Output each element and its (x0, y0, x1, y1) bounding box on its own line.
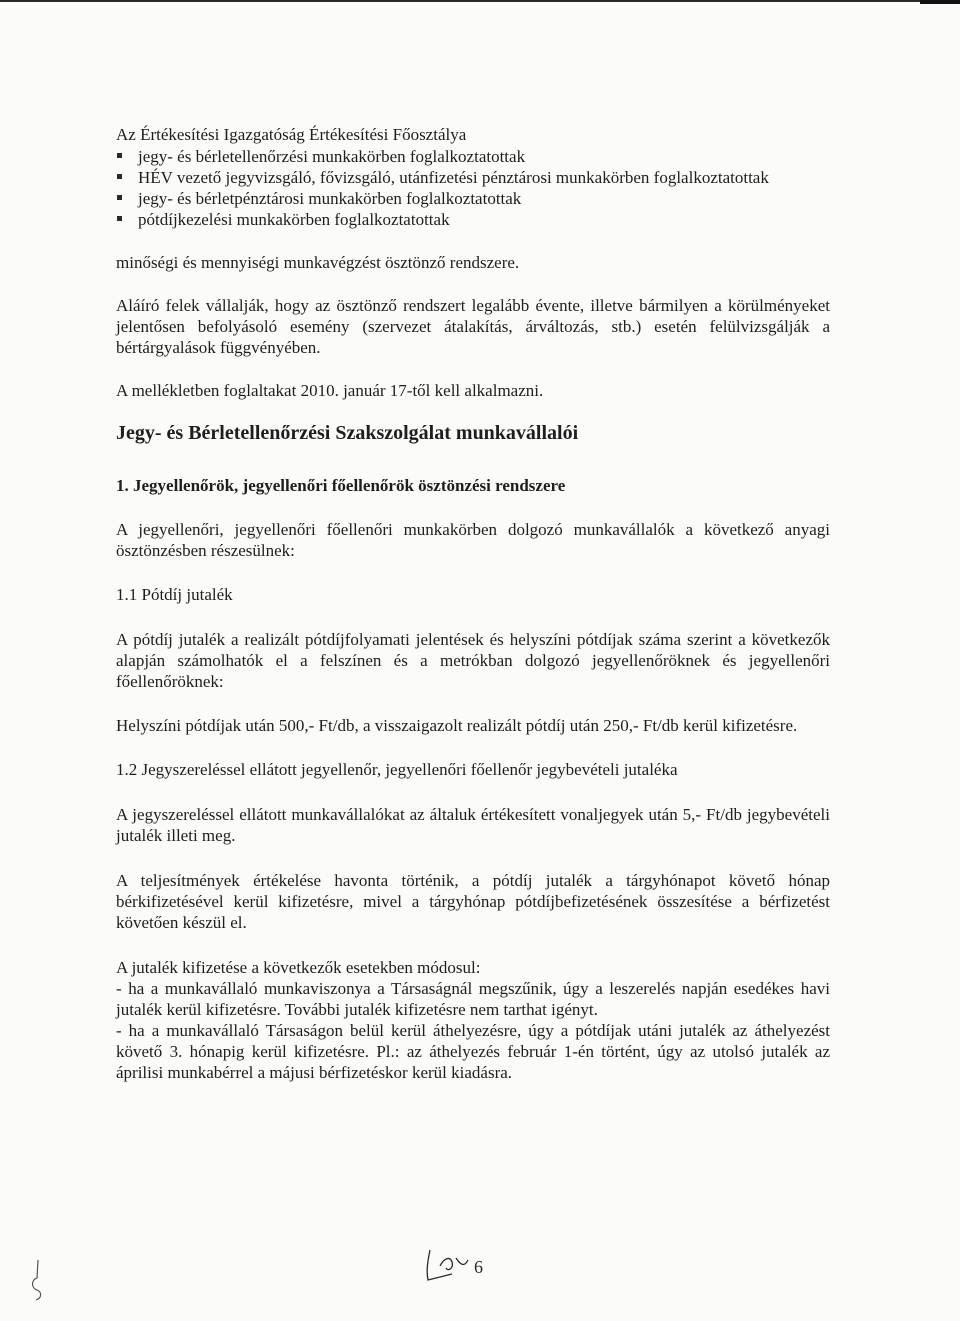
section-1-heading: 1. Jegyellenőrök, jegyellenőri főellenőrök ösztönzési rendszere (116, 476, 566, 495)
section-1-paragraph: A jegyellenőri, jegyellenőri főellenőri munkakörben dolgozó munkavállalók a következő anyagi ösztönzésben részesülnek: (116, 520, 830, 560)
section-1-1-paragraph-b: Helyszíni pótdíjak után 500,- Ft/db, a visszaigazolt realizált pótdíj után 250,- Ft/db kerül kifizetésre. (116, 716, 798, 735)
annex-paragraph: A mellékletben foglaltakat 2010. január 17-től kell alkalmazni. (116, 381, 544, 400)
list-item: pótdíjkezelési munkakörben foglalkoztatottak (116, 209, 830, 230)
bullet-square-icon (117, 153, 122, 158)
section-1-1-paragraph-a: A pótdíj jutalék a realizált pótdíjfolyamati jelentések és helyszíni pótdíjak száma szerint a következők alapján számolhatók el a felszínen és a metrókban dolgozó jegyellenőröknek és jegyellenőri főellenőröknek: (116, 630, 830, 691)
section-1-2-paragraph-a: A jegyszereléssel ellátott munkavállalókat az általuk értékesített vonaljegyek után 5,- Ft/db jegybevételi jutalék illeti meg. (116, 805, 830, 845)
section-1-2-heading: 1.2 Jegyszereléssel ellátott jegyellenőr, jegyellenőri főellenőr jegybevételi jutaléka (116, 760, 678, 779)
modification-item-2: - ha a munkavállaló Társaságon belül kerül áthelyezésre, úgy a pótdíjak utáni jutalék az áthelyezést követő 3. hónapig kerül kifizetésre. Pl.: az áthelyezés február 1-én történt, úgy az utolsó jutalék az áprilisi munkabérrel a májusi bérfizetéskor kerül kiadásra. (116, 1021, 830, 1082)
bullet-square-icon (117, 195, 122, 200)
section-1-2-paragraph-b: A teljesítmények értékelése havonta történik, a pótdíj jutalék a tárgyhónapot követő hónap bérkifizetésével kerül kifizetésre, mivel a tárgyhónap pótdíjbefizetésének összesítése a bérfizetést követően készül el. (116, 871, 830, 932)
modification-item-1: - ha a munkavállaló munkaviszonya a Társaságnál megszűnik, úgy a leszerelés napján esedékes havi jutalék kerül kifizetésre. További jutalék kifizetésre nem tarthat igényt. (116, 979, 830, 1019)
bullet-square-icon (117, 216, 122, 221)
list-item: jegy- és bérletellenőrzési munkakörben foglalkoztatottak (116, 146, 830, 167)
page-number: 6 (474, 1257, 483, 1277)
system-paragraph: minőségi és mennyiségi munkavégzést ösztönző rendszere. (116, 253, 520, 272)
review-paragraph: Aláíró felek vállalják, hogy az ösztönző rendszert legalább évente, illetve bármilyen a körülményeket jelentősen befolyásoló esemény (szervezet átalakítás, árváltozás, stb.) esetén felülvizsgálják a bértárgyalások függvényében. (116, 296, 830, 357)
employee-group-list (116, 146, 830, 230)
document-page (116, 124, 830, 1083)
bullet-square-icon (117, 174, 122, 179)
section-1-1-heading: 1.1 Pótdíj jutalék (116, 585, 233, 604)
margin-handwriting-mark (28, 1258, 48, 1304)
scan-edge-mark (920, 0, 960, 4)
main-heading: Jegy- és Bérletellenőrzési Szakszolgálat munkavállalói (116, 422, 579, 444)
list-item: HÉV vezető jegyvizsgáló, fővizsgáló, utánfizetési pénztárosi munkakörben foglalkoztatottak (116, 167, 830, 188)
scan-edge-line (0, 0, 960, 2)
modification-intro: A jutalék kifizetése a következők esetekben módosul: (116, 958, 481, 977)
intro-line: Az Értékesítési Igazgatóság Értékesítési Főosztálya (116, 125, 467, 144)
list-item: jegy- és bérletpénztárosi munkakörben foglalkoztatottak (116, 188, 830, 209)
handwritten-initials-signature (422, 1248, 482, 1284)
